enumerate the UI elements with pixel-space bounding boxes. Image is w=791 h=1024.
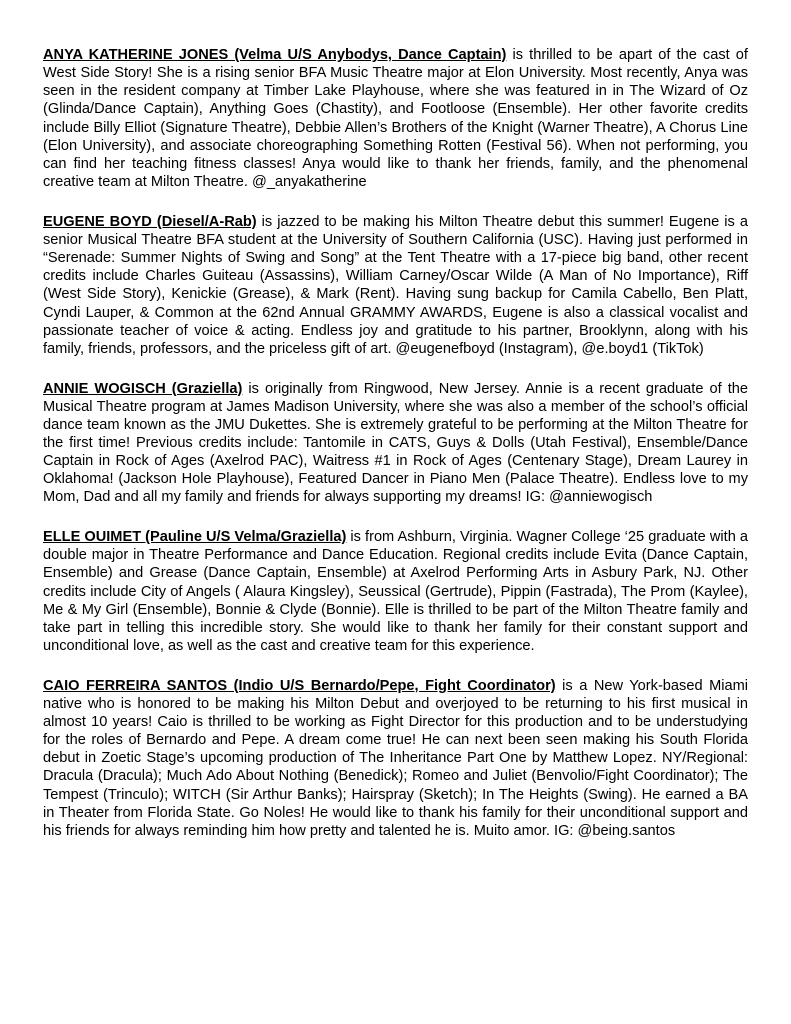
bio-text: is thrilled to be apart of the cast of West Side Story! She is a rising senior BFA Music Theatre major at Elon University. Most recently, Anya was seen in the resident company at Timber Lake Playhouse, where she was featured in in The Wizard of Oz (Glinda/Dance Captain), Anything Goes (Chastity), and Footloose (Ensemble). Her other favorite credits include Billy Elliot (Signature Theatre), Debbie Allen’s Brothers of the Knight (Warner Theatre), A Chorus Line (Elon University), and associate choreographing Something Rotten (Festival 56). When not performing, you can find her teaching fitness classes! Anya would like to thank her friends, family, and the phenomenal creative team at Milton Theatre. @_anyakatherine [43,47,748,191]
bio-name: EUGENE BOYD (Diesel/A-Rab) [43,213,257,230]
bio-name: ANYA KATHERINE JONES (Velma U/S Anybodys, Dance Captain) [43,47,507,63]
bio-eugene-boyd [43,213,748,358]
bio-text: is a New York-based Miami native who is honored to be making his Milton Debut and overjoyed to be returning to his first musical in almost 10 years! Caio is thrilled to be working as Fight Director for this production and to be understudying for the roles of Bernardo and Pepe. A dream come true! He can next been seen making his South Florida debut in Zoetic Stage’s upcoming production of The Inheritance Part One by Matthew Lopez. NY/Regional: Dracula (Dracula); Much Ado About Nothing (Benedick); Romeo and Juliet (Benvolio/Fight Coordinator); The Tempest (Trinculo); WITCH (Sir Arthur Banks); Hairspray (Sketch); In The Heights (Swing). He earned a BA in Theater from Florida State. Go Noles! He would like to thank his family for their unconditional support and his friends for always reminding him how pretty and talented he is. Muito amor. IG: @being.santos [43,677,748,839]
bio-anya-katherine-jones [43,46,748,191]
bio-text: is jazzed to be making his Milton Theatre debut this summer! Eugene is a senior Musical Theatre BFA student at the University of Southern California (USC). Having just performed in “Serenade: Summer Nights of Swing and Song” at the Tent Theatre with a 17-piece big band, other recent credits include Charles Guiteau (Assassins), William Carney/Oscar Wilde (A Man of No Importance), Riff (West Side Story), Kenickie (Grease), & Mark (Rent). Having sung backup for Camila Cabello, Ben Platt, Cyndi Lauper, & Common at the 62nd Annual GRAMMY AWARDS, Eugene is also a classical vocalist and passionate teacher of voice & acting. Endless joy and gratitude to his partner, Brooklynn, along with his family, friends, professors, and the priceless gift of art. @eugenefboyd (Instagram), @e.boyd1 (TikTok) [43,213,748,357]
bio-name: ELLE OUIMET (Pauline U/S Velma/Graziella) [43,529,347,546]
bio-elle-ouimet [43,528,748,655]
bio-text: is originally from Ringwood, New Jersey. Annie is a recent graduate of the Musical Theatre program at James Madison University, where she was also a member of the school’s official dance team known as the JMU Dukettes. She is extremely grateful to be performing at the Milton Theatre for the first time! Previous credits include: Tantomile in CATS, Guys & Dolls (Utah Festival), Ensemble/Dance Captain in Rock of Ages (Axelrod PAC), Waitress #1 in Rock of Ages (Centenary Stage), Dream Laurey in Oklahoma! (Jackson Hole Playhouse), Featured Dancer in Piano Men (Palace Theatre). Endless love to my Mom, Dad and all my family and friends for always supporting my dreams! IG: @anniewogisch [43,380,748,506]
bio-caio-ferreira-santos [43,677,748,840]
bio-text: is from Ashburn, Virginia. Wagner College ‘25 graduate with a double major in Theatre Performance and Dance Education. Regional credits include Evita (Dance Captain, Ensemble) and Grease (Dance Captain, Ensemble) at Axelrod Performing Arts in Asbury Park, NJ. Other credits include City of Angels ( Alaura Kingsley), Seussical (Gertrude), Pippin (Fastrada), The Prom (Kaylee), Me & My Girl (Ensemble), Bonnie & Clyde (Bonnie). Elle is thrilled to be part of the Milton Theatre family and take part in telling this incredible story. She would like to thank her family for their constant support and unconditional love, as well as the cast and creative team for this experience. [43,529,749,655]
bio-annie-wogisch [43,380,748,507]
bio-name: ANNIE WOGISCH (Graziella) [43,380,243,397]
bio-name: CAIO FERREIRA SANTOS (Indio U/S Bernardo/Pepe, Fight Coordinator) [43,677,556,694]
bios-page [43,46,748,862]
